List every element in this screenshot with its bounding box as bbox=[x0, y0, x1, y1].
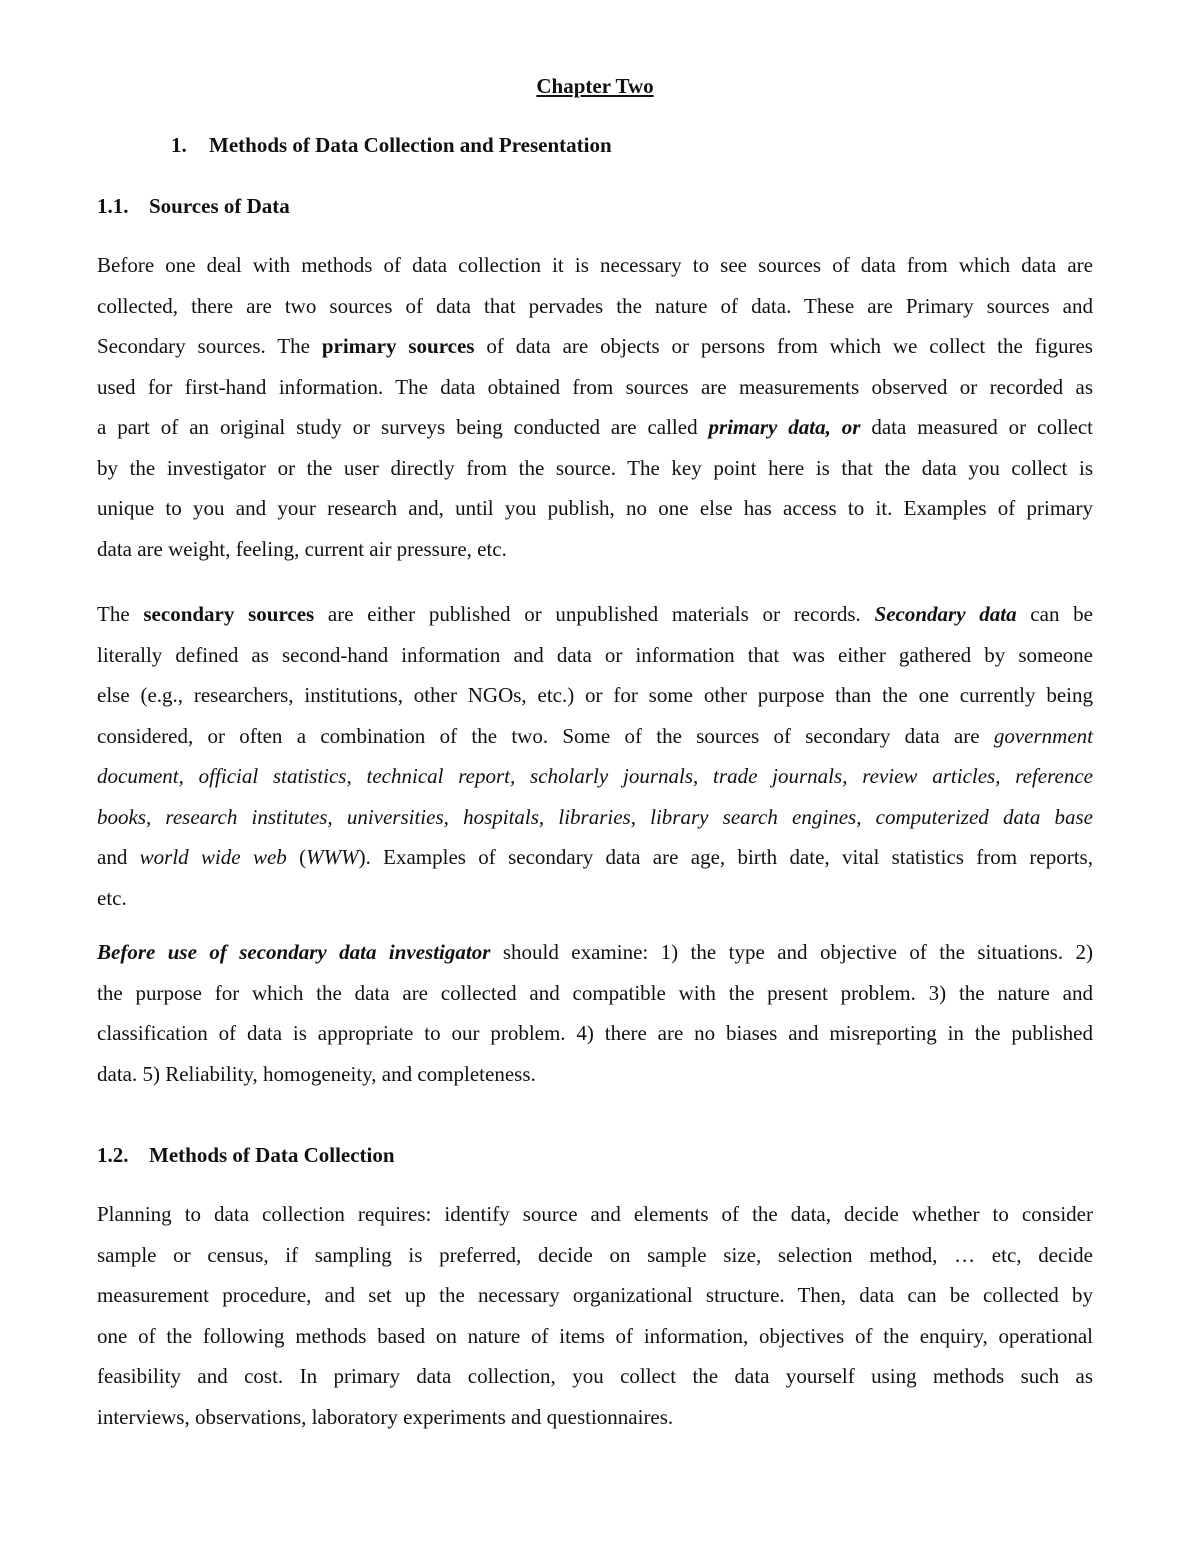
chapter-title: Chapter Two bbox=[536, 74, 654, 98]
paragraph-line bbox=[97, 756, 1093, 797]
section-1-1-title: Sources of Data bbox=[149, 194, 290, 218]
text-run: Secondary sources. The bbox=[97, 334, 322, 358]
bold-italic-term: Before use of secondary data investigator bbox=[97, 940, 491, 964]
text-run: can be bbox=[1016, 602, 1093, 626]
section-1-heading bbox=[171, 127, 612, 163]
paragraph-line bbox=[97, 797, 1093, 838]
section-1-2-heading bbox=[97, 1137, 395, 1173]
section-1-2-number: 1.2. bbox=[97, 1143, 129, 1167]
paragraph-line: Planning to data collection requires: identify source and elements of the data, decide whether to consider bbox=[97, 1202, 1093, 1226]
paragraph-line bbox=[97, 407, 1093, 448]
italic-list: books, research institutes, universities, hospitals, libraries, library search engines, computerized data base bbox=[97, 805, 1093, 829]
italic-list: document, official statistics, technical report, scholarly journals, trade journals, review articles, reference bbox=[97, 764, 1093, 788]
paragraph-line: Before one deal with methods of data collection it is necessary to see sources of data from which data are bbox=[97, 253, 1093, 277]
paragraph-line bbox=[97, 837, 1093, 878]
section-1-2-title: Methods of Data Collection bbox=[149, 1143, 395, 1167]
text-run: and bbox=[97, 845, 140, 869]
paragraph-line: sample or census, if sampling is preferred, decide on sample size, selection method, … etc, decide bbox=[97, 1243, 1093, 1267]
text-run: of data are objects or persons from which we collect the figures bbox=[474, 334, 1093, 358]
paragraph-line bbox=[97, 326, 1093, 367]
italic-term: government bbox=[993, 724, 1093, 748]
paragraph-line: by the investigator or the user directly from the source. The key point here is that the data you collect is bbox=[97, 456, 1093, 480]
paragraph-line: used for first-hand information. The data obtained from sources are measurements observed or recorded as bbox=[97, 375, 1093, 399]
paragraph-line: else (e.g., researchers, institutions, other NGOs, etc.) or for some other purpose than the one currently being bbox=[97, 683, 1093, 707]
paragraph-line: etc. bbox=[97, 886, 127, 910]
paragraph-line: collected, there are two sources of data that pervades the nature of data. These are Primary sources and bbox=[97, 294, 1093, 318]
paragraph-line: unique to you and your research and, until you publish, no one else has access to it. Examples of primary bbox=[97, 496, 1093, 520]
paragraph-line: interviews, observations, laboratory experiments and questionnaires. bbox=[97, 1405, 674, 1429]
bold-term: primary sources bbox=[321, 334, 475, 358]
section-1-1-number: 1.1. bbox=[97, 194, 129, 218]
bold-italic-term: primary data, or bbox=[708, 415, 861, 439]
text-run: ). Examples of secondary data are age, birth date, vital statistics from reports, bbox=[358, 845, 1093, 869]
section-1-1-heading bbox=[97, 188, 290, 224]
italic-term: world wide web bbox=[139, 845, 287, 869]
paragraph-line: data. 5) Reliability, homogeneity, and completeness. bbox=[97, 1062, 536, 1086]
paragraph-line: data are weight, feeling, current air pressure, etc. bbox=[97, 537, 507, 561]
paragraph-line: the purpose for which the data are collected and compatible with the present problem. 3) the nature and bbox=[97, 981, 1093, 1005]
paragraph-line bbox=[97, 716, 1093, 757]
text-run: The bbox=[97, 602, 144, 626]
text-run: are either published or unpublished materials or records. bbox=[314, 602, 875, 626]
text-run: data measured or collect bbox=[860, 415, 1094, 439]
paragraph-line: classification of data is appropriate to our problem. 4) there are no biases and misreporting in the published bbox=[97, 1021, 1093, 1045]
text-run: ( bbox=[286, 845, 307, 869]
paragraph-line: literally defined as second-hand information and data or information that was either gathered by someone bbox=[97, 643, 1093, 667]
text-run: a part of an original study or surveys being conducted are called bbox=[97, 415, 709, 439]
paragraph-line: one of the following methods based on nature of items of information, objectives of the enquiry, operational bbox=[97, 1324, 1093, 1348]
section-1-number: 1. bbox=[171, 133, 187, 157]
text-run: considered, or often a combination of the two. Some of the sources of secondary data are bbox=[97, 724, 994, 748]
text-run: should examine: 1) the type and objective of the situations. 2) bbox=[490, 940, 1093, 964]
bold-italic-term: Secondary data bbox=[874, 602, 1017, 626]
section-1-title: Methods of Data Collection and Presentation bbox=[209, 133, 612, 157]
bold-term: secondary sources bbox=[143, 602, 315, 626]
paragraph-line: measurement procedure, and set up the necessary organizational structure. Then, data can be collected by bbox=[97, 1283, 1093, 1307]
paragraph-line: feasibility and cost. In primary data collection, you collect the data yourself using methods such as bbox=[97, 1364, 1093, 1388]
italic-term: WWW bbox=[306, 845, 359, 869]
paragraph-line bbox=[97, 594, 1093, 635]
paragraph-line bbox=[97, 932, 1093, 973]
